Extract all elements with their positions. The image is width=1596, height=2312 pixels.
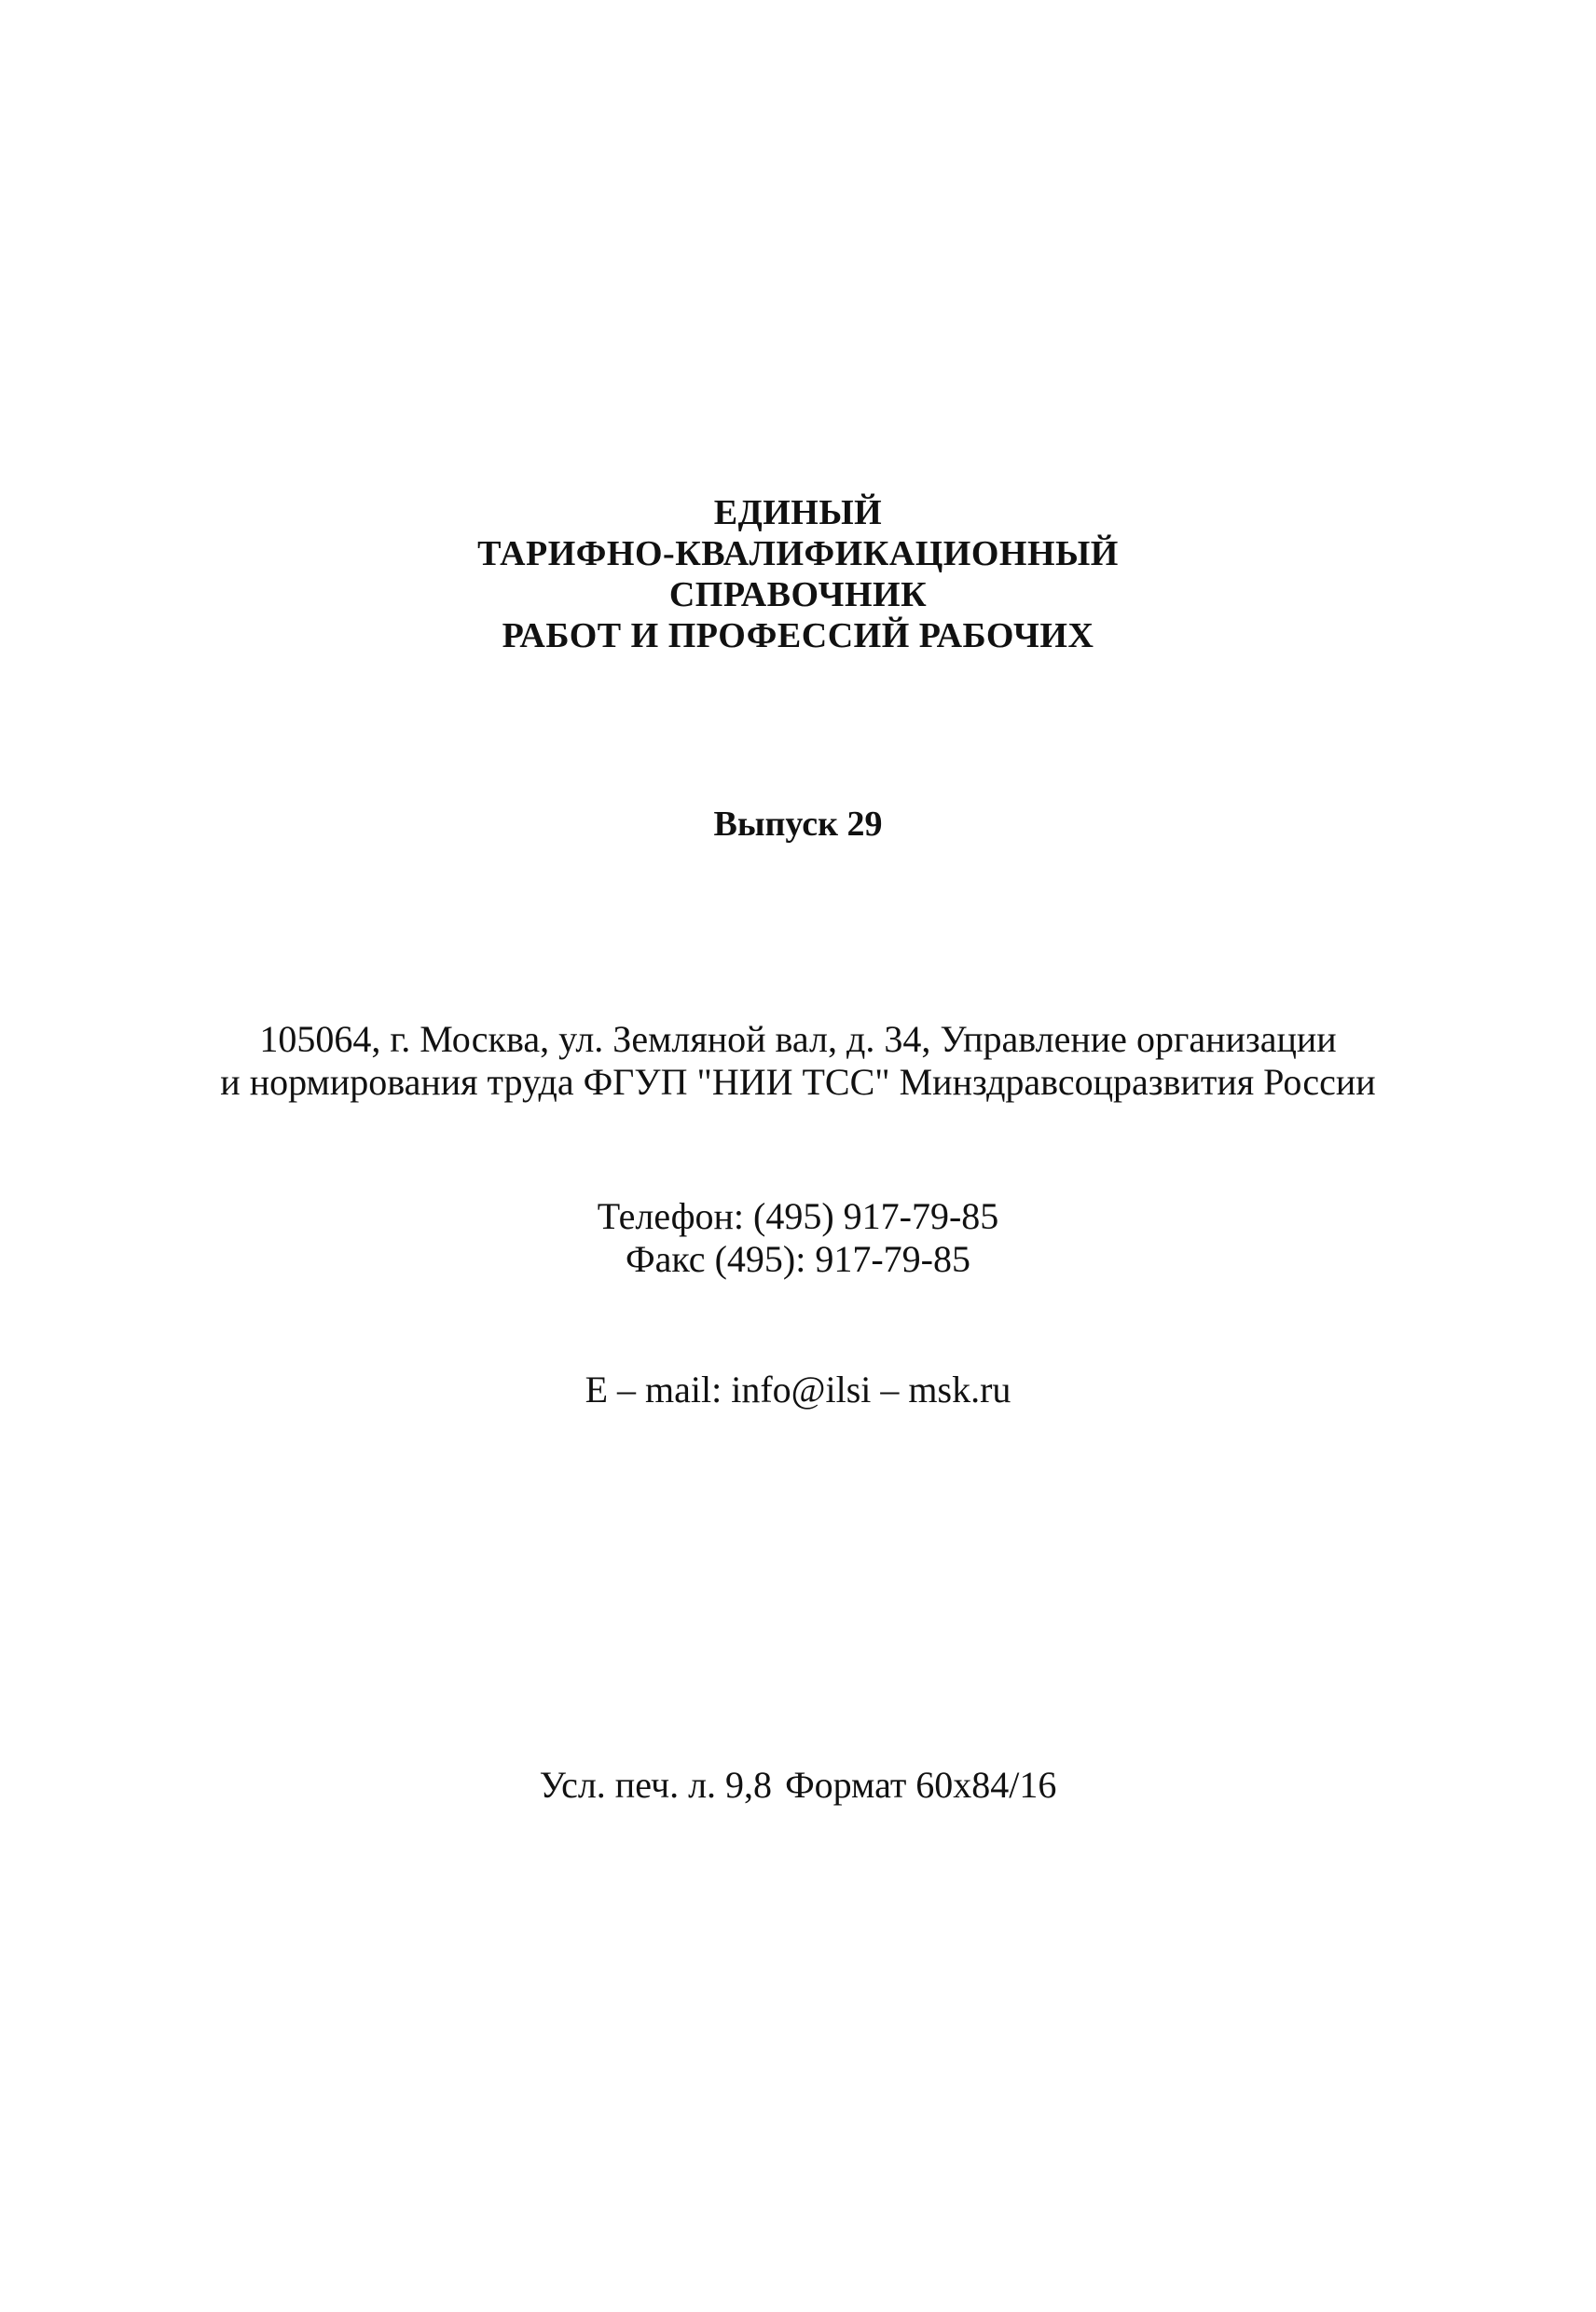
document-title xyxy=(0,492,1596,656)
title-line-1: ЕДИНЫЙ xyxy=(713,493,883,532)
title-line-2: ТАРИФНО-КВАЛИФИКАЦИОННЫЙ xyxy=(477,534,1119,573)
phone-number: Телефон: (495) 917-79-85 xyxy=(597,1195,999,1237)
print-format: Формат 60x84/16 xyxy=(785,1764,1057,1806)
email-address: E – mail: info@ilsi – msk.ru xyxy=(585,1369,1011,1411)
issue-number: Выпуск 29 xyxy=(713,805,883,844)
address-line-1: 105064, г. Москва, ул. Земляной вал, д. 34, Управление организации xyxy=(259,1018,1337,1060)
fax-number: Факс (495): 917-79-85 xyxy=(626,1238,970,1280)
address-line-2: и нормирования труда ФГУП "НИИ ТСС" Минздравсоцразвития России xyxy=(220,1061,1376,1103)
print-info xyxy=(0,1764,1596,1807)
print-sheets: Усл. печ. л. 9,8 xyxy=(539,1764,773,1806)
title-line-4: РАБОТ И ПРОФЕССИЙ РАБОЧИХ xyxy=(502,616,1094,655)
title-line-3: СПРАВОЧНИК xyxy=(668,575,928,614)
publisher-address xyxy=(0,1018,1596,1104)
contacts xyxy=(0,1195,1596,1281)
